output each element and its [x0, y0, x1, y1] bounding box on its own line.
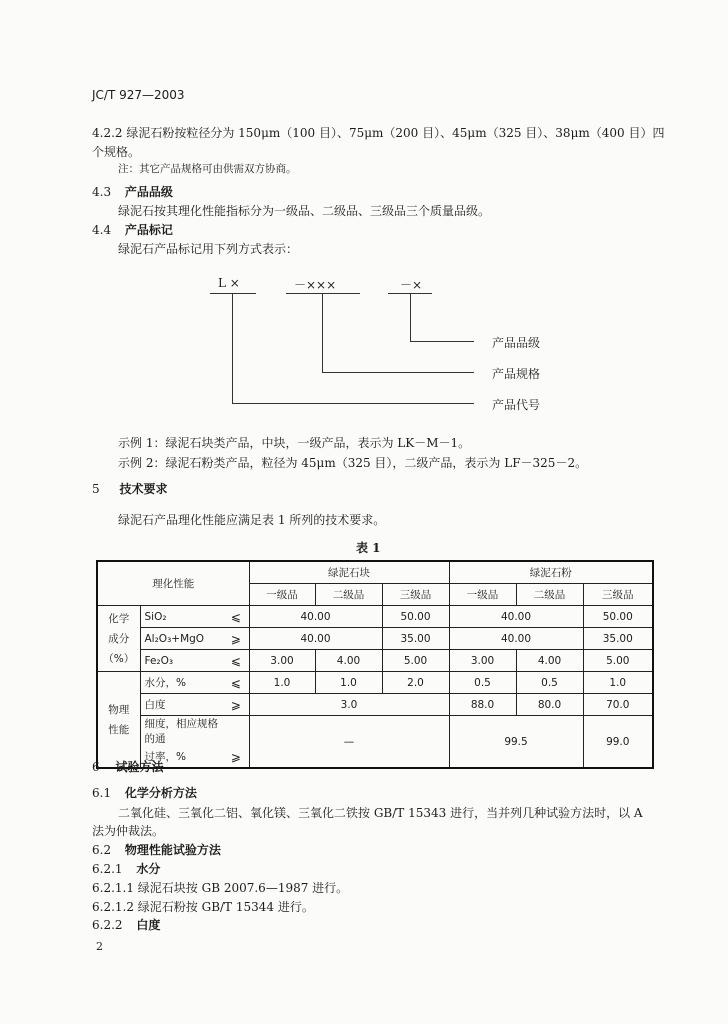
clause-4-2-2-note: 注：其它产品规格可由供需双方协商。 — [118, 163, 297, 175]
technical-requirements-table — [96, 560, 654, 769]
row-water-powder-g1: 0.5 — [449, 672, 516, 694]
row-white-block-all: 3.0 — [249, 694, 449, 716]
marking-label-code: 产品代号 — [492, 398, 541, 412]
row-white-powder-g3: 70.0 — [583, 694, 653, 716]
standard-code-header: JC/T 927—2003 — [92, 88, 185, 102]
clause-6-2-number: 6.2 — [92, 843, 112, 857]
marking-underline-1 — [210, 293, 256, 294]
row-fe-powder-g1: 3.00 — [449, 650, 516, 672]
header-block-grade2: 二级品 — [315, 584, 382, 606]
marking-leader-grade-v — [410, 293, 411, 342]
row-water-name: 水分，% — [140, 672, 223, 694]
row-white-op: ⩾ — [223, 694, 249, 716]
chem-label-line3: （%） — [103, 652, 135, 665]
phys-label-line1: 物理 — [108, 703, 130, 716]
marking-leader-code-v — [232, 293, 233, 404]
row-sio2-block-g3: 50.00 — [382, 606, 449, 628]
header-powder-grade1: 一级品 — [449, 584, 516, 606]
row-white-powder-g1: 88.0 — [449, 694, 516, 716]
clause-4-2-2-line1: 4.2.2 绿泥石粉按粒径分为 150μm（100 目）、75μm（200 目）、45μm（325 目）、38μm（400 目）四 — [92, 126, 665, 140]
clause-6-heading — [92, 758, 163, 775]
row-water-powder-g3: 1.0 — [583, 672, 653, 694]
row-sio2-op: ⩽ — [223, 606, 249, 628]
clause-6-1-heading — [92, 784, 197, 801]
table-row-water — [97, 672, 653, 694]
product-marking-diagram — [210, 272, 570, 422]
row-pass-name1: 细度，相应规格的通 — [140, 716, 223, 747]
header-powder: 绿泥石粉 — [449, 561, 653, 584]
marking-code-part3: －× — [400, 278, 423, 292]
chem-label-line1: 化学 — [108, 612, 130, 625]
clause-6-2-1-title: 水分 — [136, 862, 161, 876]
row-water-block-g1: 1.0 — [249, 672, 315, 694]
header-powder-grade2: 二级品 — [516, 584, 583, 606]
clause-6-1-title: 化学分析方法 — [124, 786, 197, 800]
clause-6-number: 6 — [92, 760, 100, 774]
header-powder-grade3: 三级品 — [583, 584, 653, 606]
row-al-name: Al₂O₃+MgO — [140, 628, 223, 650]
clause-4-3-number: 4.3 — [92, 185, 112, 199]
clause-6-2-1-1: 6.2.1.1 绿泥石块按 GB 2007.6—1987 进行。 — [92, 881, 349, 895]
clause-5-title: 技术要求 — [119, 482, 168, 496]
table-header-row-1 — [97, 561, 653, 584]
example-2: 示例 2：绿泥石粉类产品，粒径为 45μm（325 目），二级产品，表示为 LF－325－2。 — [118, 456, 588, 470]
clause-6-2-heading — [92, 841, 221, 858]
header-block-grade3: 三级品 — [382, 584, 449, 606]
clause-6-2-2-title: 白度 — [136, 918, 161, 932]
clause-6-2-title: 物理性能试验方法 — [124, 843, 221, 857]
clause-5-heading — [92, 480, 167, 497]
marking-label-spec: 产品规格 — [492, 367, 541, 381]
marking-leader-code-h — [232, 403, 474, 404]
row-al-powder-g3: 35.00 — [583, 628, 653, 650]
row-pass-op: ⩾ — [223, 746, 249, 768]
row-sio2-block-g12: 40.00 — [249, 606, 382, 628]
row-sio2-powder-g3: 50.00 — [583, 606, 653, 628]
chem-group-label — [97, 606, 140, 672]
row-water-powder-g2: 0.5 — [516, 672, 583, 694]
clause-4-3-title: 产品品级 — [124, 185, 173, 199]
row-fe-name: Fe₂O₃ — [140, 650, 223, 672]
row-white-name: 白度 — [140, 694, 223, 716]
clause-4-4-number: 4.4 — [92, 223, 112, 237]
row-pass-name2: 过率，% — [140, 746, 223, 768]
marking-leader-grade-h — [410, 341, 474, 342]
row-fe-powder-g3: 5.00 — [583, 650, 653, 672]
clause-6-2-2-heading — [92, 916, 160, 933]
row-al-op: ⩾ — [223, 628, 249, 650]
row-water-op: ⩽ — [223, 672, 249, 694]
row-pass-op-spacer — [223, 716, 249, 747]
marking-leader-spec-v — [322, 293, 323, 373]
row-al-powder-g12: 40.00 — [449, 628, 583, 650]
row-water-block-g3: 2.0 — [382, 672, 449, 694]
table-row-pass-rate-1 — [97, 716, 653, 747]
table-row-whiteness — [97, 694, 653, 716]
row-al-block-g3: 35.00 — [382, 628, 449, 650]
table-row-sio2 — [97, 606, 653, 628]
row-al-block-g12: 40.00 — [249, 628, 382, 650]
clause-6-2-2-number: 6.2.2 — [92, 918, 123, 932]
clause-6-1-line2: 法为仲裁法。 — [92, 824, 165, 838]
clause-6-2-1-number: 6.2.1 — [92, 862, 123, 876]
marking-code-part1: L × — [218, 276, 240, 290]
page-number: 2 — [96, 940, 103, 953]
table-row-fe2o3 — [97, 650, 653, 672]
marking-label-grade: 产品品级 — [492, 336, 541, 350]
row-fe-block-g2: 4.00 — [315, 650, 382, 672]
clause-5-number: 5 — [92, 482, 100, 496]
clause-4-4-title: 产品标记 — [124, 223, 173, 237]
clause-4-4-body: 绿泥石产品标记用下列方式表示： — [118, 242, 299, 256]
clause-5-body: 绿泥石产品理化性能应满足表 1 所列的技术要求。 — [118, 513, 386, 527]
clause-6-2-1-2: 6.2.1.2 绿泥石粉按 GB/T 15344 进行。 — [92, 900, 314, 914]
clause-6-title: 试验方法 — [115, 760, 164, 774]
row-fe-block-g3: 5.00 — [382, 650, 449, 672]
chem-label-line2: 成分 — [108, 632, 130, 645]
marking-leader-spec-h — [322, 372, 474, 373]
clause-4-4-heading — [92, 221, 173, 238]
clause-6-1-number: 6.1 — [92, 786, 112, 800]
example-1: 示例 1：绿泥石块类产品，中块，一级产品，表示为 LK－M－1。 — [118, 436, 471, 450]
marking-code-part2: －××× — [294, 278, 337, 292]
row-water-block-g2: 1.0 — [315, 672, 382, 694]
row-pass-block-all: — — [249, 716, 449, 769]
row-fe-powder-g2: 4.00 — [516, 650, 583, 672]
clause-4-2-2-line2: 个规格。 — [92, 145, 141, 159]
row-sio2-powder-g12: 40.00 — [449, 606, 583, 628]
header-block: 绿泥石块 — [249, 561, 449, 584]
header-block-grade1: 一级品 — [249, 584, 315, 606]
table-row-al2o3-mgo — [97, 628, 653, 650]
row-fe-block-g1: 3.00 — [249, 650, 315, 672]
phys-group-label — [97, 672, 140, 769]
row-pass-powder-g3: 99.0 — [583, 716, 653, 769]
row-pass-powder-g12: 99.5 — [449, 716, 583, 769]
row-white-powder-g2: 80.0 — [516, 694, 583, 716]
clause-4-3-body: 绿泥石按其理化性能指标分为一级品、二级品、三级品三个质量品级。 — [118, 204, 491, 218]
marking-underline-2 — [286, 293, 360, 294]
clause-6-2-1-heading — [92, 860, 160, 877]
clause-6-1-line1: 二氧化硅、三氧化二铝、氧化镁、三氧化二铁按 GB/T 15343 进行，当并列几种试验方法时，以 A — [118, 806, 643, 820]
header-property: 理化性能 — [97, 561, 249, 606]
table-caption: 表 1 — [356, 541, 381, 555]
row-fe-op: ⩽ — [223, 650, 249, 672]
clause-4-3-heading — [92, 183, 173, 200]
phys-label-line2: 性能 — [108, 723, 130, 736]
row-sio2-name: SiO₂ — [140, 606, 223, 628]
